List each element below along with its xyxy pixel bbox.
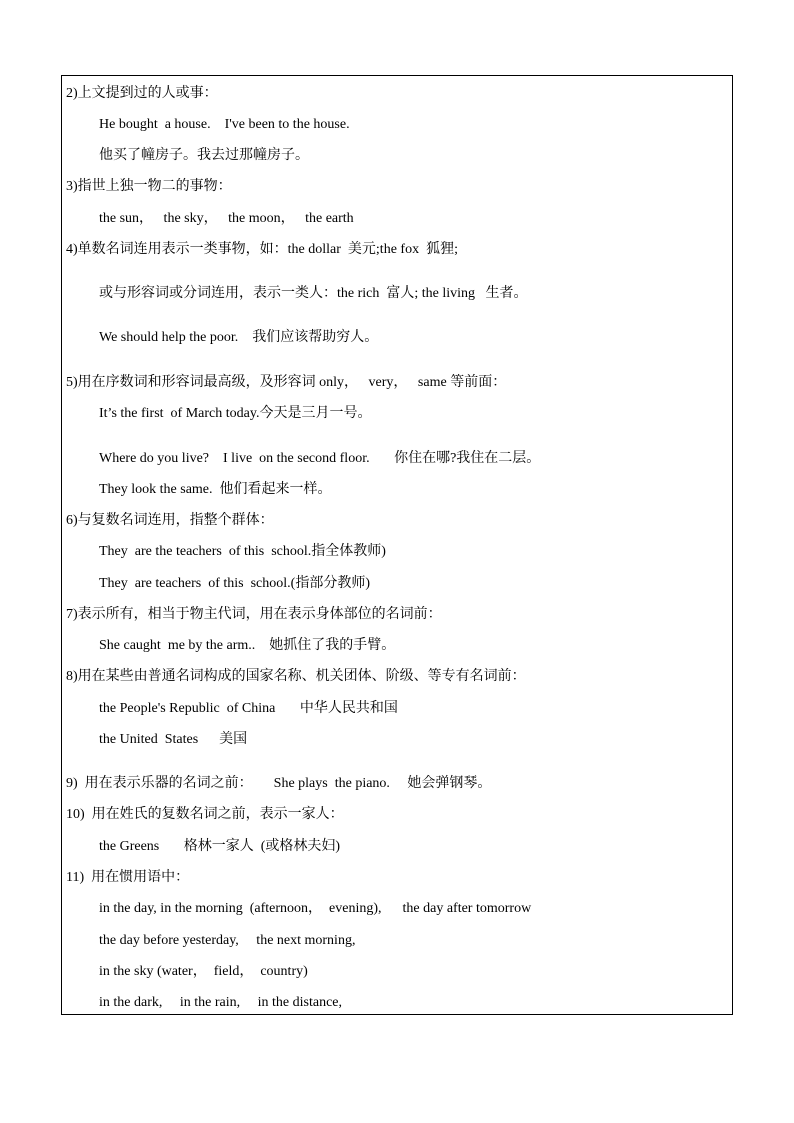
- point-8-heading: 8)用在某些由普通名词构成的国家名称、机关团体、阶级、等专有名词前：: [66, 669, 526, 684]
- point-6-example-2: They are teachers of this school.(指部分教师): [99, 576, 370, 591]
- point-11-example-1: in the day, in the morning (afternoon， evening), the day after tomorrow: [99, 901, 532, 916]
- point-4-note: 或与形容词或分词连用，表示一类人：the rich 富人; the living 生者。: [99, 286, 528, 301]
- point-11-example-2: the day before yesterday, the next morning,: [99, 933, 356, 948]
- point-10-example: the Greens 格林一家人 (或格林夫妇): [99, 839, 341, 854]
- point-5-heading: 5)用在序数词和形容词最高级，及形容词 only， very， same 等前面：: [66, 375, 507, 390]
- point-5-example-1: It’s the first of March today.今天是三月一号。: [99, 406, 372, 421]
- point-3-example: the sun， the sky， the moon， the earth: [99, 211, 354, 226]
- point-7-heading: 7)表示所有，相当于物主代词，用在表示身体部位的名词前：: [66, 607, 442, 622]
- point-6-heading: 6)与复数名词连用，指整个群体：: [66, 513, 274, 528]
- point-4-heading: 4)单数名词连用表示一类事物，如：the dollar 美元;the fox 狐狸;: [66, 242, 458, 257]
- point-5-example-2: Where do you live? I live on the second floor. 你住在哪?我住在二层。: [99, 451, 541, 466]
- point-11-example-3: in the sky (water， field， country): [99, 964, 308, 979]
- point-9-heading: 9) 用在表示乐器的名词之前： She plays the piano. 她会弹钢琴。: [66, 776, 492, 791]
- point-8-example-1: the People's Republic of China 中华人民共和国: [99, 701, 398, 716]
- point-8-example-2: the United States 美国: [99, 732, 248, 747]
- point-5-example-3: They look the same. 他们看起来一样。: [99, 482, 332, 497]
- point-11-heading: 11) 用在惯用语中：: [66, 870, 190, 885]
- point-7-example: She caught me by the arm.. 她抓住了我的手臂。: [99, 638, 396, 653]
- point-11-example-4: in the dark, in the rain, in the distance,: [99, 995, 342, 1010]
- point-10-heading: 10) 用在姓氏的复数名词之前，表示一家人：: [66, 807, 344, 822]
- point-2-heading: 2)上文提到过的人或事：: [66, 86, 218, 101]
- point-3-heading: 3)指世上独一物二的事物：: [66, 179, 232, 194]
- point-2-example-zh: 他买了幢房子。我去过那幢房子。: [99, 148, 309, 163]
- point-4-example: We should help the poor. 我们应该帮助穷人。: [99, 330, 379, 345]
- point-6-example-1: They are the teachers of this school.指全体教师): [99, 544, 386, 559]
- point-2-example-en: He bought a house. I've been to the house.: [99, 117, 350, 132]
